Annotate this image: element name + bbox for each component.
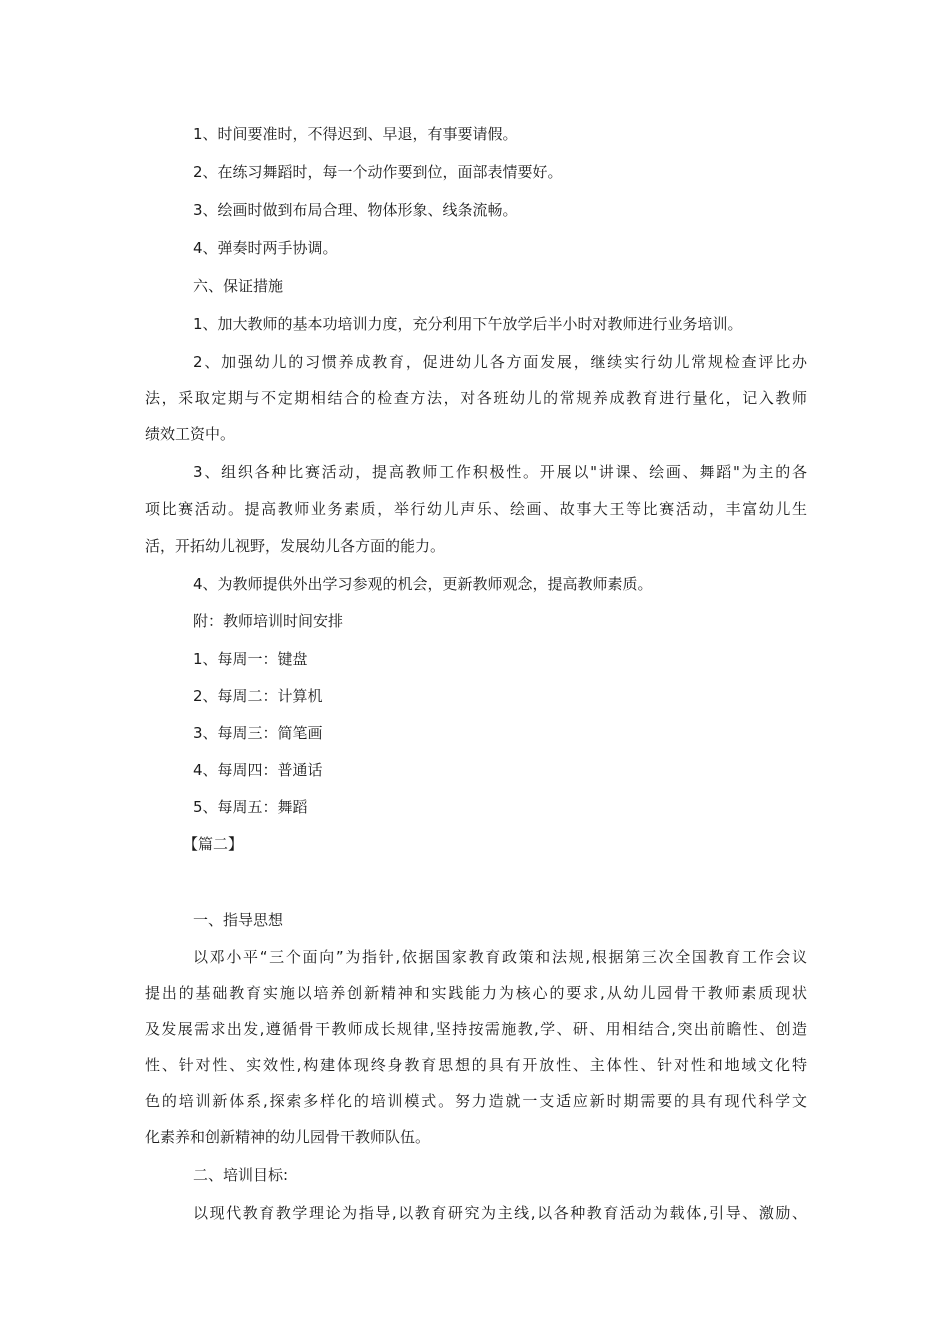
- guiding-line-5: 色的培训新体系,探索多样化的培训模式。努力造就一支适应新时期需要的具有现代科学文: [145, 1092, 807, 1110]
- requirement-2: 2、在练习舞蹈时，每一个动作要到位，面部表情要好。: [193, 163, 563, 181]
- measure-2-line-1: 2、加强幼儿的习惯养成教育，促进幼儿各方面发展，继续实行幼儿常规检查评比办: [193, 353, 807, 371]
- section-title-part-two: 【篇二】: [183, 835, 244, 853]
- measure-3-line-2: 项比赛活动。提高教师业务素质，举行幼儿声乐、绘画、故事大王等比赛活动，丰富幼儿生: [145, 500, 807, 518]
- heading-guiding-ideology: 一、指导思想: [193, 911, 284, 929]
- requirement-1: 1、时间要准时，不得迟到、早退，有事要请假。: [193, 125, 518, 143]
- goal-line-1: 以现代教育教学理论为指导,以教育研究为主线,以各种教育活动为载体,引导、激励、: [193, 1204, 807, 1222]
- guiding-line-6: 化素养和创新精神的幼儿园骨干教师队伍。: [145, 1128, 431, 1146]
- schedule-item-5: 5、每周五：舞蹈: [193, 798, 308, 816]
- heading-guarantee-measures: 六、保证措施: [193, 277, 284, 295]
- schedule-item-1: 1、每周一：键盘: [193, 650, 308, 668]
- measure-3-line-1: 3、组织各种比赛活动，提高教师工作积极性。开展以"讲课、绘画、舞蹈"为主的各: [193, 463, 807, 481]
- guiding-line-2: 提出的基础教育实施以培养创新精神和实践能力为核心的要求,从幼儿园骨干教师素质现状: [145, 984, 807, 1002]
- schedule-item-3: 3、每周三：简笔画: [193, 724, 323, 742]
- schedule-item-2: 2、每周二：计算机: [193, 687, 323, 705]
- requirement-3: 3、绘画时做到布局合理、物体形象、线条流畅。: [193, 201, 518, 219]
- measure-1: 1、加大教师的基本功培训力度，充分利用下午放学后半小时对教师进行业务培训。: [193, 315, 743, 333]
- heading-training-goals: 二、培训目标:: [193, 1166, 289, 1184]
- measure-2-line-3: 绩效工资中。: [145, 425, 236, 443]
- schedule-item-4: 4、每周四：普通话: [193, 761, 323, 779]
- guiding-line-3: 及发展需求出发,遵循骨干教师成长规律,坚持按需施教,学、研、用相结合,突出前瞻性、创造: [145, 1020, 807, 1038]
- guiding-line-4: 性、针对性、实效性,构建体现终身教育思想的具有开放性、主体性、针对性和地域文化特: [145, 1056, 807, 1074]
- measure-3-line-3: 活，开拓幼儿视野，发展幼儿各方面的能力。: [145, 537, 446, 555]
- measure-4: 4、为教师提供外出学习参观的机会，更新教师观念，提高教师素质。: [193, 575, 653, 593]
- guiding-line-1: 以邓小平“三个面向”为指针,依据国家教育政策和法规,根据第三次全国教育工作会议: [193, 948, 807, 966]
- measure-2-line-2: 法，采取定期与不定期相结合的检查方法，对各班幼儿的常规养成教育进行量化，记入教师: [145, 389, 807, 407]
- appendix-title: 附：教师培训时间安排: [193, 612, 344, 630]
- requirement-4: 4、弹奏时两手协调。: [193, 239, 338, 257]
